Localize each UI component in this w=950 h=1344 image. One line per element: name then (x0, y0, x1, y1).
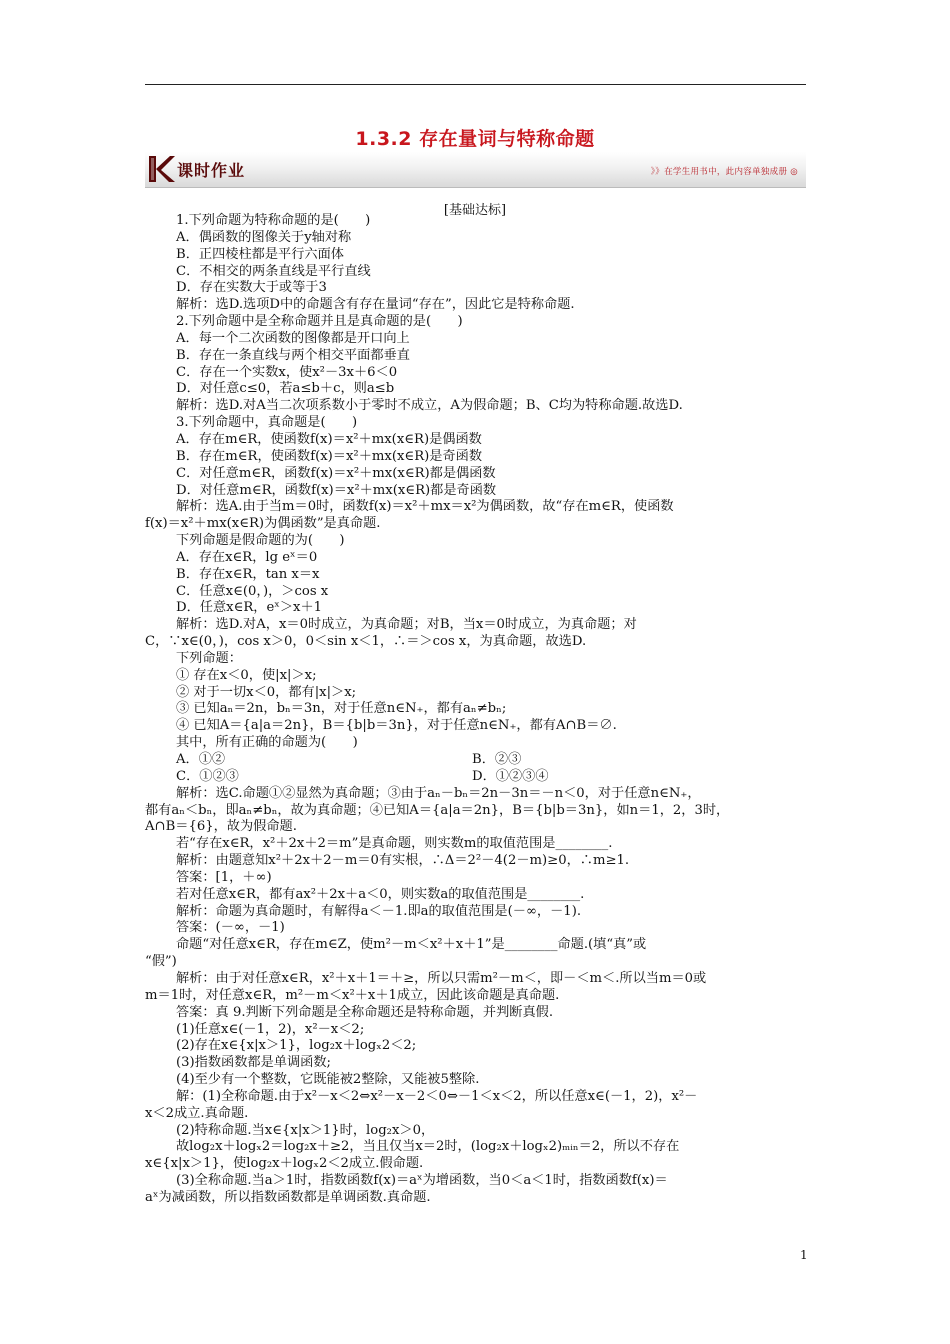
text-line: A．存在x∈R，lg eˣ＝0 (176, 549, 318, 565)
text-line: (1)任意x∈(－1，2)，x²－x＜2; (176, 1021, 365, 1037)
text-line: (3)全称命题.当a＞1时，指数函数f(x)＝aˣ为增函数，当0＜a＜1时，指数函数f(x)＝ (176, 1173, 668, 1189)
text-line: 解析：选D.对A，x＝0时成立，为真命题；对B，当x＝0时成立，为真命题；对 (176, 617, 637, 633)
text-line: 解析：选D.对A当二次项系数小于零时不成立，A为假命题；B、C均为特称命题.故选D. (176, 398, 683, 414)
text-line: f(x)＝x²＋mx(x∈R)为偶函数”是真命题. (145, 516, 381, 532)
text-line: 解析：选D.选项D中的命题含有存在量词“存在”，因此它是特称命题. (176, 297, 575, 313)
text-line: 1.下列命题为特称命题的是( ) (176, 213, 371, 228)
text-line (145, 769, 810, 786)
text-line: 下列命题： (176, 650, 242, 666)
header-rule (145, 84, 806, 85)
text-line: 2.下列命题中是全称命题并且是真命题的是( ) (176, 314, 463, 330)
text-line: 故log₂x＋logₓ2＝log₂x＋≥2，当且仅当x＝2时，(log₂x＋logₓ2)ₘᵢₙ＝2，所以不存在 (176, 1139, 680, 1155)
text-line: 解析：选A.由于当m＝0时，函数f(x)＝x²＋mx＝x²为偶函数，故“存在m∈R，使函数 (176, 499, 674, 515)
text-line: A．存在m∈R，使函数f(x)＝x²＋mx(x∈R)是偶函数 (176, 431, 482, 447)
text-line: x∈{x|x＞1}，使log₂x＋logₓ2＜2成立.假命题. (145, 1156, 424, 1172)
text-line: D．存在实数大于或等于3 (176, 280, 327, 296)
exercise-content (145, 213, 810, 1207)
text-line: C，∵x∈(0，)，cos x＞0，0＜sin x＜1，∴＝＞cos x，为真命题，故选D. (145, 634, 587, 650)
text-line: 答案：[1，＋∞) (176, 869, 272, 885)
text-line: ④ 已知A＝{a|a＝2n}，B＝{b|b＝3n}，对于任意n∈N₊，都有A∩B＝∅. (176, 718, 617, 734)
text-line: (2)存在x∈{x|x＞1}，log₂x＋logₓ2＜2; (176, 1038, 417, 1054)
text-line: 解析：选C.命题①②显然为真命题；③由于aₙ－bₙ＝2n－3n＝－n＜0，对于任意n∈N₊， (176, 785, 701, 801)
text-line: 解析：命题为真命题时，有解得a＜－1.即a的取值范围是(－∞，－1). (176, 903, 582, 919)
text-line: 命题“对任意x∈R，存在m∈Z，使m²－m＜x²＋x＋1”是________命题.(填“真”或 (176, 937, 647, 953)
text-line: C．存在一个实数x，使x²－3x＋6＜0 (176, 364, 398, 380)
text-line: ① 存在x＜0，使|x|＞x; (176, 667, 317, 683)
text-line: B．存在x∈R，tan x＝x (176, 566, 320, 582)
option-left: A．①② (176, 752, 226, 767)
text-line: (3)指数函数都是单调函数; (176, 1055, 331, 1071)
page-title: 1.3.2 存在量词与特称命题 (355, 128, 595, 150)
text-line: D．对任意c≤0，若a≤b＋c，则a≤b (176, 381, 395, 397)
text-line: ③ 已知aₙ＝2n，bₙ＝3n，对于任意n∈N₊，都有aₙ≠bₙ; (176, 701, 507, 717)
text-line: x＜2成立.真命题. (145, 1105, 249, 1121)
text-line: ② 对于一切x＜0，都有|x|＞x; (176, 684, 357, 700)
text-line: B．正四棱柱都是平行六面体 (176, 246, 344, 262)
text-line: D．对任意m∈R，函数f(x)＝x²＋mx(x∈R)都是奇函数 (176, 482, 497, 498)
text-line: D．任意x∈R，eˣ＞x＋1 (176, 600, 323, 616)
text-line: 若对任意x∈R，都有ax²＋2x＋a＜0，则实数a的取值范围是________. (176, 886, 585, 902)
text-line: m＝1时，对任意x∈R，m²－m＜x²＋x＋1成立，因此该命题是真命题. (145, 987, 560, 1003)
text-line: B．存在一条直线与两个相交平面都垂直 (176, 347, 410, 363)
text-line: 解析：由于对任意x∈R，x²＋x＋1＝＋≥，所以只需m²－m＜，即－＜m＜.所以当m＝0或 (176, 970, 707, 986)
text-line: (2)特称命题.当x∈{x|x＞1}时，log₂x＞0， (176, 1122, 435, 1138)
text-line: 其中，所有正确的命题为( ) (176, 735, 358, 751)
text-line: (4)至少有一个整数，它既能被2整除，又能被5整除. (176, 1072, 480, 1088)
text-line: “假”) (145, 954, 177, 970)
option-right: B．②③ (472, 752, 522, 767)
text-line: 3.下列命题中，真命题是( ) (176, 415, 358, 431)
homework-banner (145, 152, 806, 188)
banner-note: 》》在学生用书中，此内容单独成册 ◎ (650, 167, 798, 177)
text-line: C．对任意m∈R，函数f(x)＝x²＋mx(x∈R)都是偶函数 (176, 465, 496, 481)
option-right: D．①②③④ (472, 768, 549, 784)
option-left: C．①②③ (176, 768, 239, 784)
text-line: 下列命题是假命题的为( ) (176, 533, 345, 549)
text-line: C．任意x∈(0，)，＞cos x (176, 583, 329, 599)
text-line: 都有aₙ＜bₙ，即aₙ≠bₙ，故为真命题；④已知A＝{a|a＝2n}，B＝{b|b＝3n}，如n＝1，2，3时， (145, 802, 730, 818)
section-heading: [基础达标] (443, 203, 507, 218)
text-line: A．偶函数的图像关于y轴对称 (176, 229, 352, 245)
banner-label: 课时作业 (177, 161, 246, 180)
text-line: 解：(1)全称命题.由于x²－x＜2⇔x²－x－2＜0⇔－1＜x＜2，所以任意x∈(－1，2)，x²－ (176, 1088, 698, 1104)
text-line: 解析：由题意知x²＋2x＋2－m＝0有实根，∴Δ＝2²－4(2－m)≥0，∴m≥1. (176, 853, 630, 869)
text-line: A．每一个二次函数的图像都是开口向上 (176, 330, 410, 346)
text-line: 若“存在x∈R，x²＋2x＋2＝m”是真命题，则实数m的取值范围是________. (176, 836, 613, 852)
k-logo-icon (148, 154, 176, 184)
text-line: 答案：(－∞，－1) (176, 920, 285, 936)
text-line: 答案：真 9.判断下列命题是全称命题还是特称命题，并判断真假. (176, 1004, 554, 1020)
text-line: A∩B＝{6}，故为假命题. (145, 819, 297, 835)
text-line: aˣ为减函数，所以指数函数都是单调函数.真命题. (145, 1189, 431, 1205)
text-line: B．存在m∈R，使函数f(x)＝x²＋mx(x∈R)是奇函数 (176, 448, 483, 464)
text-line (145, 752, 810, 769)
text-line: C．不相交的两条直线是平行直线 (176, 263, 371, 279)
page-number: 1 (800, 1248, 808, 1262)
